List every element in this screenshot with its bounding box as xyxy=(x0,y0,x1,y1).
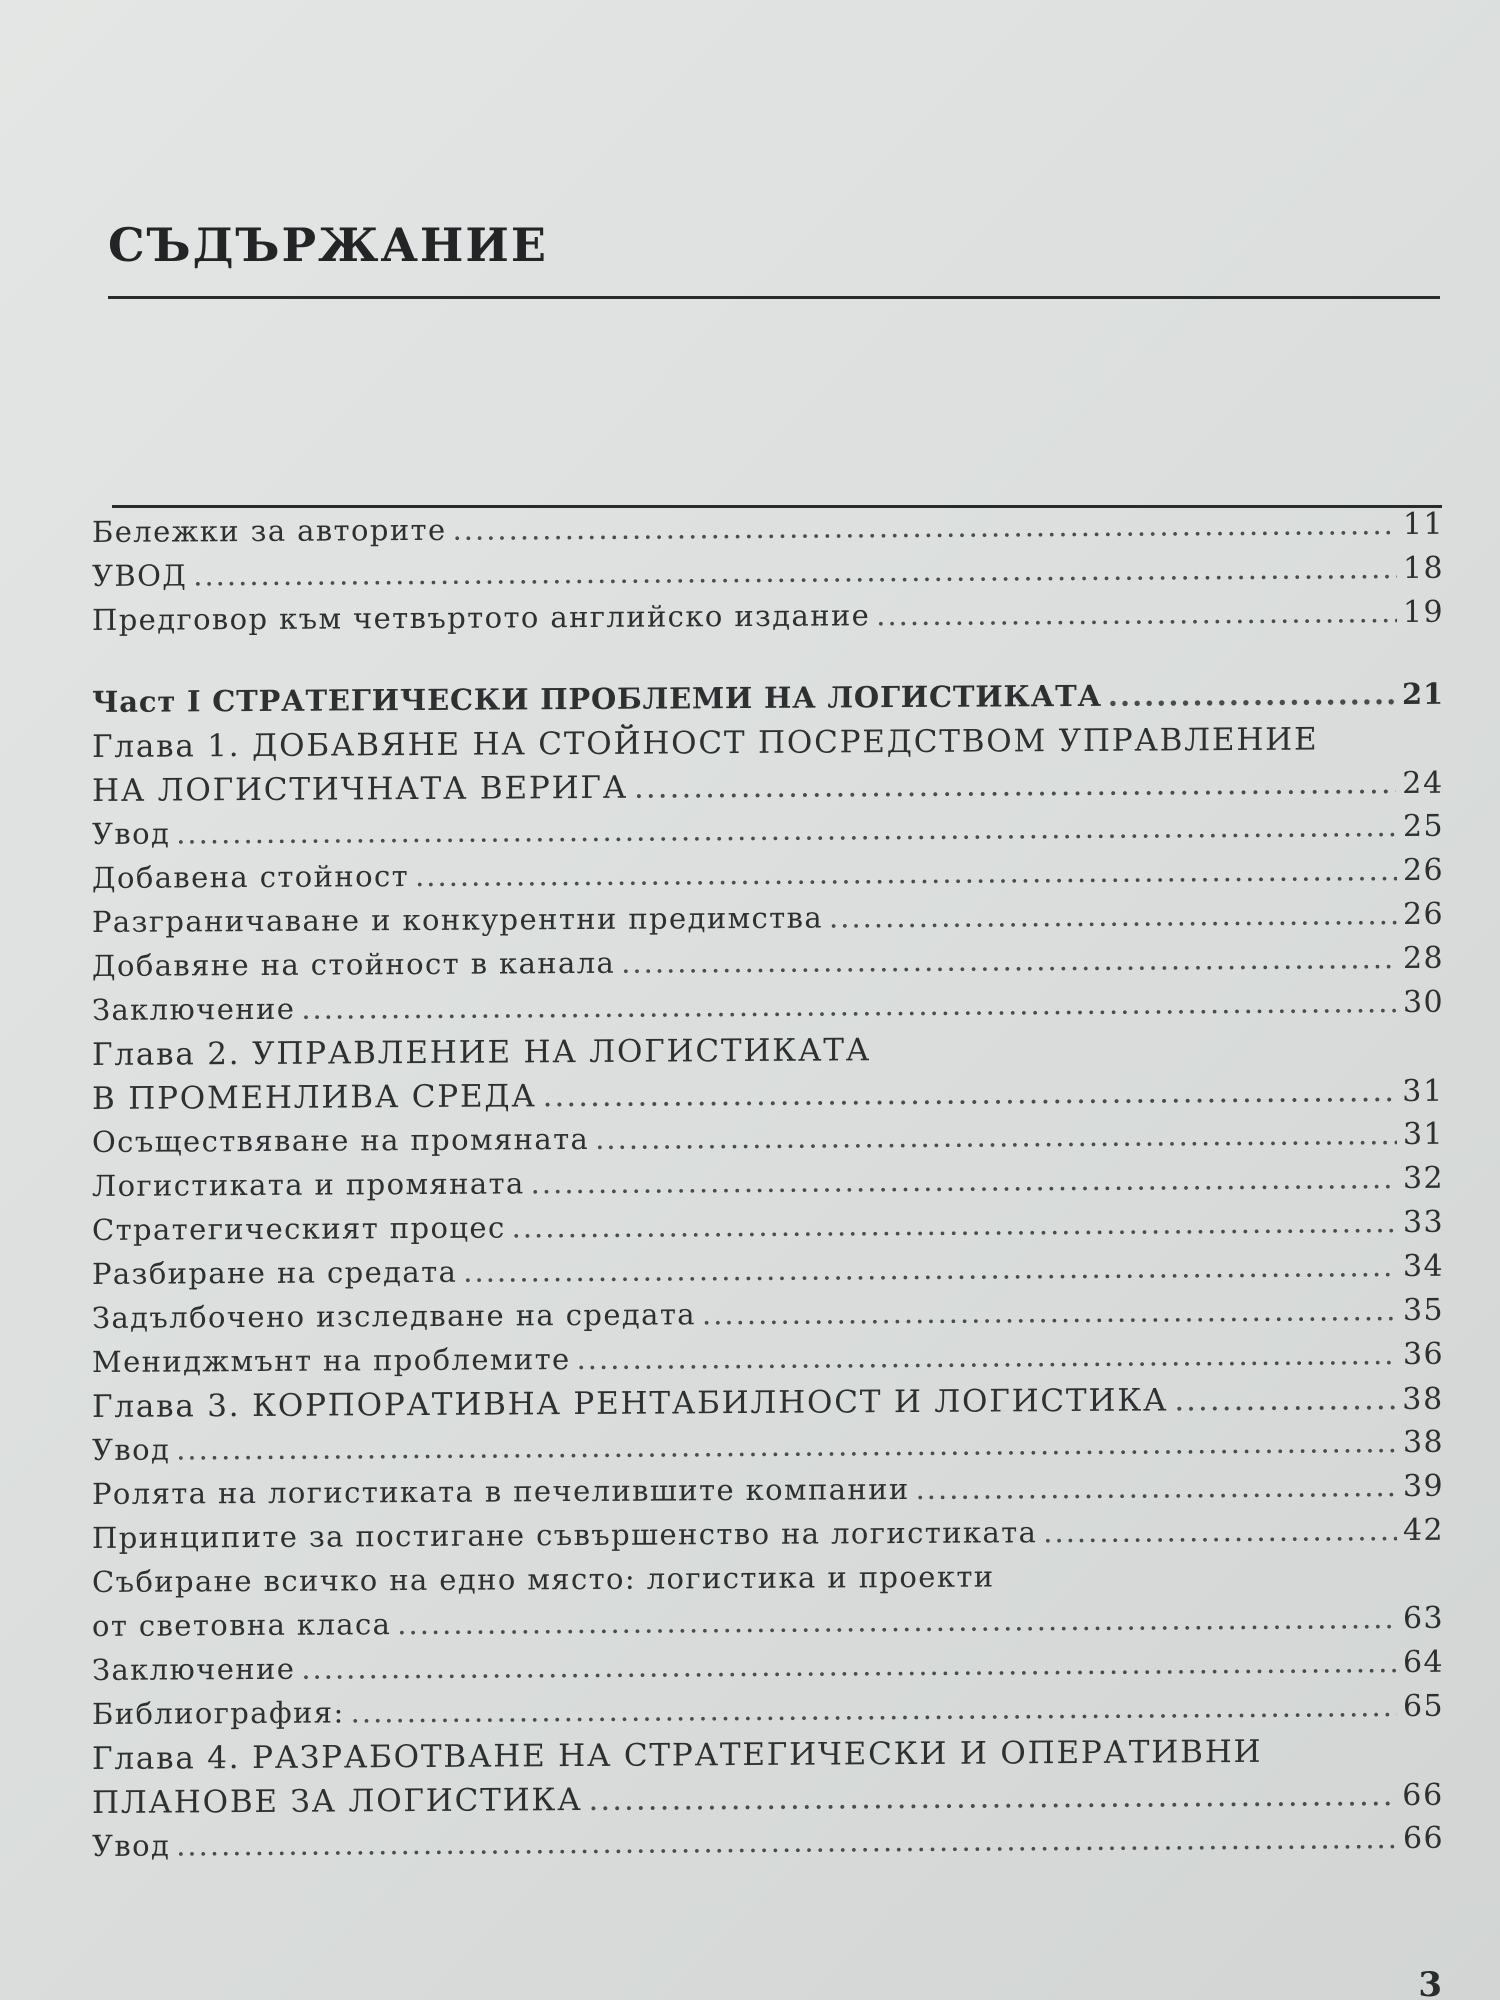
toc-entry-page: 66 xyxy=(1403,1820,1444,1856)
part-page: 21 xyxy=(1402,676,1444,711)
toc-entry-title: Заключение xyxy=(92,1651,296,1687)
title-rule xyxy=(108,296,1440,299)
dot-leader xyxy=(916,1469,1397,1506)
toc-entry-page: 19 xyxy=(1403,594,1444,630)
page-number: 3 xyxy=(1418,1965,1442,2000)
toc-entry-page: 26 xyxy=(1403,896,1444,932)
dot-leader xyxy=(453,507,1397,547)
toc-entry-title: Добавена стойност xyxy=(92,859,410,895)
dot-leader xyxy=(1043,1513,1397,1549)
toc-entry-title: Ролята на логистиката в печелившите компании xyxy=(92,1472,910,1511)
dot-leader xyxy=(351,1689,1397,1729)
dot-leader xyxy=(876,595,1397,632)
dot-leader xyxy=(543,1073,1397,1114)
toc-entry-page: 63 xyxy=(1403,1600,1444,1636)
toc-entry-title: Библиография: xyxy=(92,1695,345,1731)
dot-leader xyxy=(829,897,1397,934)
toc-entry-title: Увод xyxy=(92,1432,171,1467)
toc-entry-title: Предговор към четвъртото английско издание xyxy=(92,598,871,637)
dot-leader xyxy=(301,985,1397,1026)
toc-entry-title: от световна класа xyxy=(92,1607,392,1643)
chapter-page: 66 xyxy=(1402,1777,1444,1813)
toc-entry-page: 34 xyxy=(1403,1248,1444,1284)
dot-leader xyxy=(176,1821,1397,1862)
dot-leader xyxy=(193,551,1397,592)
toc-entry-page: 28 xyxy=(1403,940,1444,976)
dot-leader xyxy=(1108,677,1396,713)
toc-entry-page: 42 xyxy=(1403,1512,1444,1548)
chapter-title-line: ПЛАНОВЕ ЗА ЛОГИСТИКА xyxy=(92,1782,583,1821)
chapter-title-line[interactable]: Глава 2. УПРАВЛЕНИЕ НА ЛОГИСТИКАТА xyxy=(92,1032,871,1073)
toc-entry-page: 64 xyxy=(1403,1644,1444,1680)
toc-entry-page: 38 xyxy=(1403,1424,1444,1460)
toc-entry-page: 25 xyxy=(1403,808,1444,844)
dot-leader xyxy=(1174,1381,1396,1418)
part-title: Част I СТРАТЕГИЧЕСКИ ПРОБЛЕМИ НА ЛОГИСТИКАТА xyxy=(92,678,1102,719)
toc-entry[interactable] xyxy=(92,1821,1444,1873)
toc-entry-title: Осъществяване на промяната xyxy=(92,1121,590,1159)
chapter-page: 38 xyxy=(1402,1381,1444,1417)
toc-entry-title: УВОД xyxy=(92,558,188,593)
dot-leader xyxy=(531,1161,1397,1200)
toc-entry-title: Бележки за авторите xyxy=(92,512,447,549)
toc-entry-title: Разбиране на средата xyxy=(92,1254,458,1291)
toc-entry-page: 32 xyxy=(1403,1160,1444,1196)
chapter-title: Глава 3. КОРПОРАТИВНА РЕНТАБИЛНОСТ И ЛОГИСТИКА xyxy=(92,1382,1169,1425)
toc-entry-page: 33 xyxy=(1403,1204,1444,1240)
toc-entry-page: 26 xyxy=(1403,852,1444,888)
dot-leader xyxy=(588,1777,1396,1818)
dot-leader xyxy=(415,853,1397,893)
dot-leader xyxy=(397,1601,1397,1641)
dot-leader xyxy=(621,941,1397,980)
dot-leader xyxy=(176,1425,1397,1466)
dot-leader xyxy=(595,1117,1397,1156)
dot-leader xyxy=(463,1249,1397,1289)
toc-entry-page: 39 xyxy=(1403,1468,1444,1504)
dot-leader xyxy=(176,809,1397,850)
chapter-title-line: В ПРОМЕНЛИВА СРЕДА xyxy=(92,1078,537,1117)
toc-entry-page: 65 xyxy=(1403,1688,1444,1724)
toc-entry-title: Принципите за постигане съвършенство на логистиката xyxy=(92,1515,1038,1555)
toc-entry-title: Добавяне на стойност в канала xyxy=(92,945,616,983)
toc-entry-page: 35 xyxy=(1403,1292,1444,1328)
toc-entry-title: Заключение xyxy=(92,991,296,1027)
toc-entry-page: 18 xyxy=(1403,550,1444,586)
toc-entry-page: 31 xyxy=(1403,1116,1444,1152)
toc-entry-page: 11 xyxy=(1403,506,1444,542)
toc-entry-title: Стратегическият процес xyxy=(92,1210,506,1247)
chapter-title-line: НА ЛОГИСТИЧНАТА ВЕРИГА xyxy=(92,769,629,809)
toc-entry-page: 30 xyxy=(1403,984,1444,1020)
toc-entry-page: 36 xyxy=(1403,1336,1444,1372)
toc-entry-title: Задълбочено изследване на средата xyxy=(92,1297,696,1335)
dot-leader xyxy=(634,765,1396,806)
toc-entry-title: Увод xyxy=(92,1828,171,1863)
toc-entry-title: Увод xyxy=(92,816,171,851)
chapter-page: 31 xyxy=(1402,1073,1444,1109)
page-title: СЪДЪРЖАНИЕ xyxy=(108,218,548,272)
dot-leader xyxy=(702,1293,1397,1331)
chapter-title-line[interactable]: Глава 1. ДОБАВЯНЕ НА СТОЙНОСТ ПОСРЕДСТВОМ УПРАВЛЕНИЕ xyxy=(92,721,1319,765)
toc-entry-title-line[interactable]: Събиране всичко на едно място: логистика и проекти xyxy=(92,1559,995,1599)
toc-entry-title: Мениджмънт на проблемите xyxy=(92,1342,571,1379)
chapter-page: 24 xyxy=(1402,765,1444,801)
dot-leader xyxy=(512,1205,1397,1244)
toc-entry-title: Логистиката и промяната xyxy=(92,1166,525,1203)
table-of-contents xyxy=(92,507,1444,1873)
dot-leader xyxy=(577,1337,1397,1376)
dot-leader xyxy=(301,1645,1397,1686)
toc-entry-title: Разграничаване и конкурентни предимства xyxy=(92,900,824,939)
chapter-title-line[interactable]: Глава 4. РАЗРАБОТВАНЕ НА СТРАТЕГИЧЕСКИ И ОПЕРАТИВНИ xyxy=(92,1733,1263,1777)
